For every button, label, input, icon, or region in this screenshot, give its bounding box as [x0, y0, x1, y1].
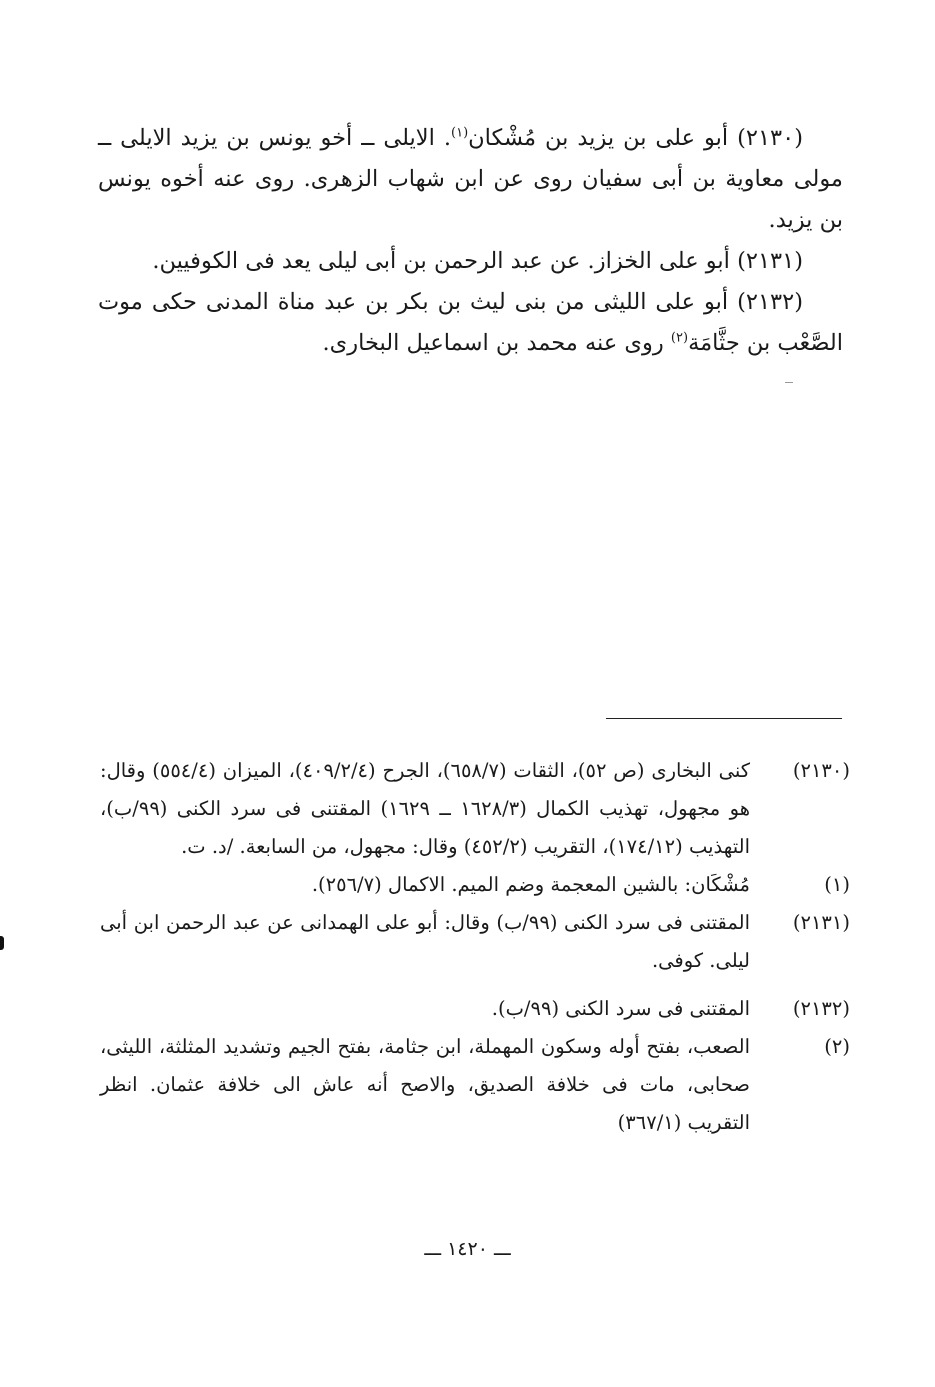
footnote-text: الصعب، بفتح أوله وسكون المهملة، ابن جثامة، بفتح الجيم وتشديد المثلثة، الليثى، صحابى، مات فى خلافة الصديق، والاصح أنه عاش الى خلافة عثمان. انظر التقريب (٣٦٧/١) — [100, 1035, 750, 1134]
entry-2132 — [98, 282, 843, 364]
footnote-2131 — [100, 904, 850, 980]
entry-text: . الايلى ــ أخو يونس بن يزيد الايلى ــ مولى معاوية بن أبى سفيان روى عن ابن شهاب الزهرى. روى عنه أخوه يونس بن يزيد. — [98, 125, 843, 233]
entry-2131 — [98, 241, 843, 282]
footnote-2132 — [100, 990, 850, 1028]
entry-number: (٢١٣٢) — [737, 289, 803, 315]
entry-text: أبو على بن يزيد بن مُشْكان — [468, 125, 729, 151]
entry-2130 — [98, 118, 843, 241]
footnote-divider — [606, 718, 842, 719]
footnote-number: (٢) — [824, 1035, 850, 1058]
footnote-ref[interactable]: (١) — [451, 125, 469, 141]
page-number: ـــ ١٤٢٠ ـــ — [424, 1238, 511, 1260]
entry-text: روى عنه محمد بن اسماعيل البخارى. — [322, 330, 671, 356]
footnote-1 — [100, 866, 850, 904]
footnote-number: (٢١٣١) — [792, 911, 850, 934]
footnote-text: المقتنى فى سرد الكنى (٩٩/ب) وقال: أبو على الهمدانى عن عبد الرحمن ابن أبى ليلى. كوفى. — [100, 911, 750, 972]
main-text — [98, 118, 843, 364]
stray-mark — [785, 382, 793, 383]
footnote-text: كنى البخارى (ص ٥٢)، الثقات (٦٥٨/٧)، الجرح (٤٠٩/٢/٤)، الميزان (٥٥٤/٤) وقال: هو مجهول، تهذيب الكمال (١٦٢٨/٣ ــ ١٦٢٩) المقتنى فى سرد الكنى (٩٩/ب)، التهذيب (١٧٤/١٢)، التقريب (٤٥٢/٢) وقال: مجهول، من السابعة. /د. ت. — [100, 759, 751, 858]
footnote-number: (١) — [824, 873, 850, 896]
entry-text: أبو على الخزاز. عن عبد الرحمن بن أبى ليلى يعد فى الكوفيين. — [152, 248, 730, 274]
footnote-number: (٢١٣٠) — [792, 759, 850, 782]
footnote-text: مُشْكَان: بالشين المعجمة وضم الميم. الاكمال (٢٥٦/٧). — [311, 873, 750, 896]
scan-edge-mark — [0, 936, 4, 950]
footnote-ref[interactable]: (٢) — [670, 330, 689, 346]
footnote-number: (٢١٣٢) — [792, 997, 850, 1020]
footnote-text: المقتنى فى سرد الكنى (٩٩/ب). — [491, 997, 750, 1020]
footnote-2130 — [100, 752, 850, 866]
footnotes-section — [100, 752, 850, 1142]
entry-number: (٢١٣١) — [737, 248, 803, 274]
entry-number: (٢١٣٠) — [737, 125, 804, 151]
footnote-2 — [100, 1028, 850, 1142]
entry-text: أبو على الليثى من بنى ليث بن بكر بن عبد مناة المدنى حكى موت الصَّعْب بن جثَّامَة — [98, 289, 843, 356]
